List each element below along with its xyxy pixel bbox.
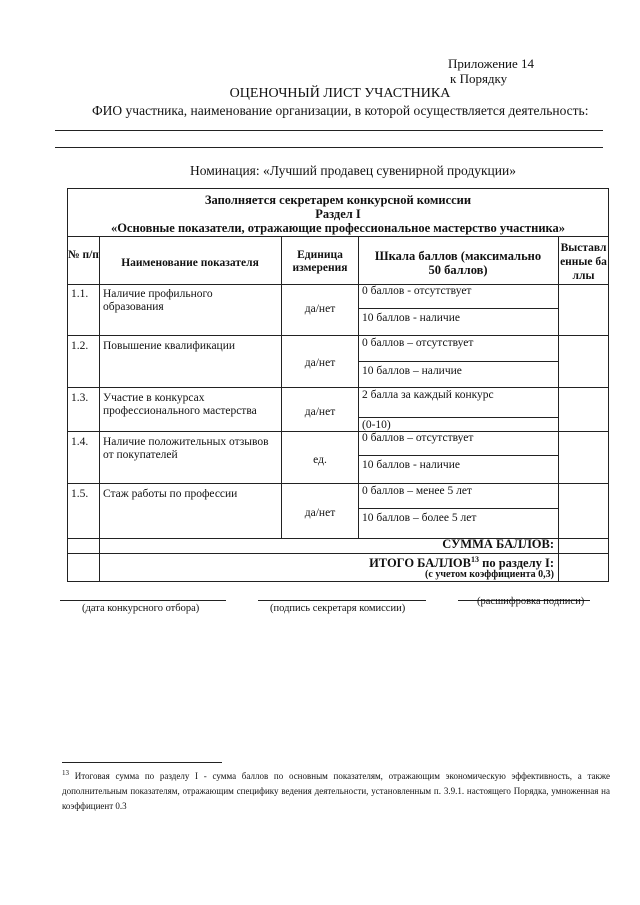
row-scale-option: 0 баллов - отсутствует bbox=[362, 285, 472, 297]
signature-line[interactable] bbox=[258, 600, 426, 601]
row-number: 1.2. bbox=[71, 340, 89, 352]
footnote-text: Итоговая сумма по разделу I - сумма баллов по основным показателям, отражающим экономическую эффективность, а также дополнительным показателям, отражающим специфику ведения деятельности, установленным п. 3.9.1. настоящего Порядка, умноженная на коэффициент 0.3 bbox=[62, 771, 610, 811]
nomination: Номинация: «Лучший продавец сувенирной продукции» bbox=[190, 163, 516, 178]
appendix-number: Приложение 14 bbox=[448, 56, 535, 71]
row-unit: ед. bbox=[313, 454, 327, 466]
sum-score-cell[interactable] bbox=[559, 539, 608, 553]
row-unit: да/нет bbox=[304, 406, 336, 418]
total-label-text: ИТОГО БАЛЛОВ bbox=[369, 556, 471, 571]
row-indicator-name: Повышение квалификации bbox=[103, 340, 236, 352]
fio-line-1[interactable] bbox=[55, 130, 603, 131]
row-scale-option: 10 баллов – более 5 лет bbox=[362, 512, 477, 524]
header-section-title: «Основные показатели, отражающие профессиональное мастерство участника» bbox=[110, 221, 566, 235]
row-number: 1.5. bbox=[71, 488, 89, 500]
footnote-mark: 13 bbox=[62, 769, 69, 777]
row-scale-option: 0 баллов – отсутствует bbox=[362, 432, 474, 444]
row-scale-option: 10 баллов - наличие bbox=[362, 312, 460, 324]
header-filled-by: Заполняется секретарем конкурсной комиссии bbox=[204, 193, 472, 207]
row-number: 1.4. bbox=[71, 436, 89, 448]
total-label bbox=[99, 553, 554, 570]
date-line[interactable] bbox=[60, 600, 226, 601]
row-indicator-name: Стаж работы по профессии bbox=[103, 488, 238, 500]
row-scale-option: (0-10) bbox=[362, 419, 391, 431]
row-number: 1.3. bbox=[71, 392, 89, 404]
signature-caption: (подпись секретаря комиссии) bbox=[270, 603, 406, 614]
column-header-score: Выставленные баллы bbox=[560, 242, 607, 282]
header-section: Раздел I bbox=[315, 207, 361, 221]
footnote-separator bbox=[62, 762, 222, 763]
footnote-ref: 13 bbox=[471, 555, 479, 564]
scoring-table bbox=[67, 188, 609, 582]
row-scale-option: 0 баллов – отсутствует bbox=[362, 337, 474, 349]
score-input-cell[interactable] bbox=[559, 285, 608, 335]
table-header bbox=[68, 189, 608, 237]
row-unit: да/нет bbox=[304, 357, 336, 369]
row-indicator-name: Наличие профильного образования bbox=[103, 288, 213, 313]
appendix-reference bbox=[448, 56, 534, 86]
column-header-scale: Шкала баллов (максимально 50 баллов) bbox=[374, 249, 542, 277]
row-unit: да/нет bbox=[304, 507, 336, 519]
score-input-cell[interactable] bbox=[559, 336, 608, 387]
row-scale-option: 10 баллов – наличие bbox=[362, 365, 462, 377]
row-unit: да/нет bbox=[304, 303, 336, 315]
score-input-cell[interactable] bbox=[559, 388, 608, 431]
column-header-name: Наименование показателя bbox=[121, 257, 259, 269]
document-title: ОЦЕНОЧНЫЙ ЛИСТ УЧАСТНИКА bbox=[229, 86, 451, 101]
row-scale-option: 0 баллов – менее 5 лет bbox=[362, 485, 472, 497]
sum-label: СУММА БАЛЛОВ: bbox=[442, 537, 554, 551]
score-input-cell[interactable] bbox=[559, 432, 608, 483]
total-label-suffix: по разделу I: bbox=[479, 556, 554, 571]
decoding-caption: (расшифровка подписи) bbox=[477, 596, 585, 607]
fio-label: ФИО участника, наименование организации, в которой осуществляется деятельность: bbox=[92, 103, 589, 118]
row-scale-option: 2 балла за каждый конкурс bbox=[362, 389, 494, 401]
column-header-unit: Единица измерения bbox=[292, 249, 348, 274]
footnote bbox=[62, 766, 610, 814]
fio-line-2[interactable] bbox=[55, 147, 603, 148]
total-score-cell[interactable] bbox=[559, 554, 608, 581]
score-input-cell[interactable] bbox=[559, 484, 608, 538]
appendix-order: к Порядку bbox=[450, 71, 508, 86]
row-scale-option: 10 баллов - наличие bbox=[362, 459, 460, 471]
row-indicator-name: Участие в конкурсах профессионального мастерства bbox=[103, 392, 257, 417]
date-caption: (дата конкурсного отбора) bbox=[82, 603, 200, 614]
row-number: 1.1. bbox=[71, 288, 89, 300]
total-note: (с учетом коэффициента 0,3) bbox=[425, 569, 554, 580]
row-indicator-name: Наличие положительных отзывов от покупателей bbox=[103, 436, 269, 461]
column-header-number: № п/п bbox=[68, 249, 99, 261]
